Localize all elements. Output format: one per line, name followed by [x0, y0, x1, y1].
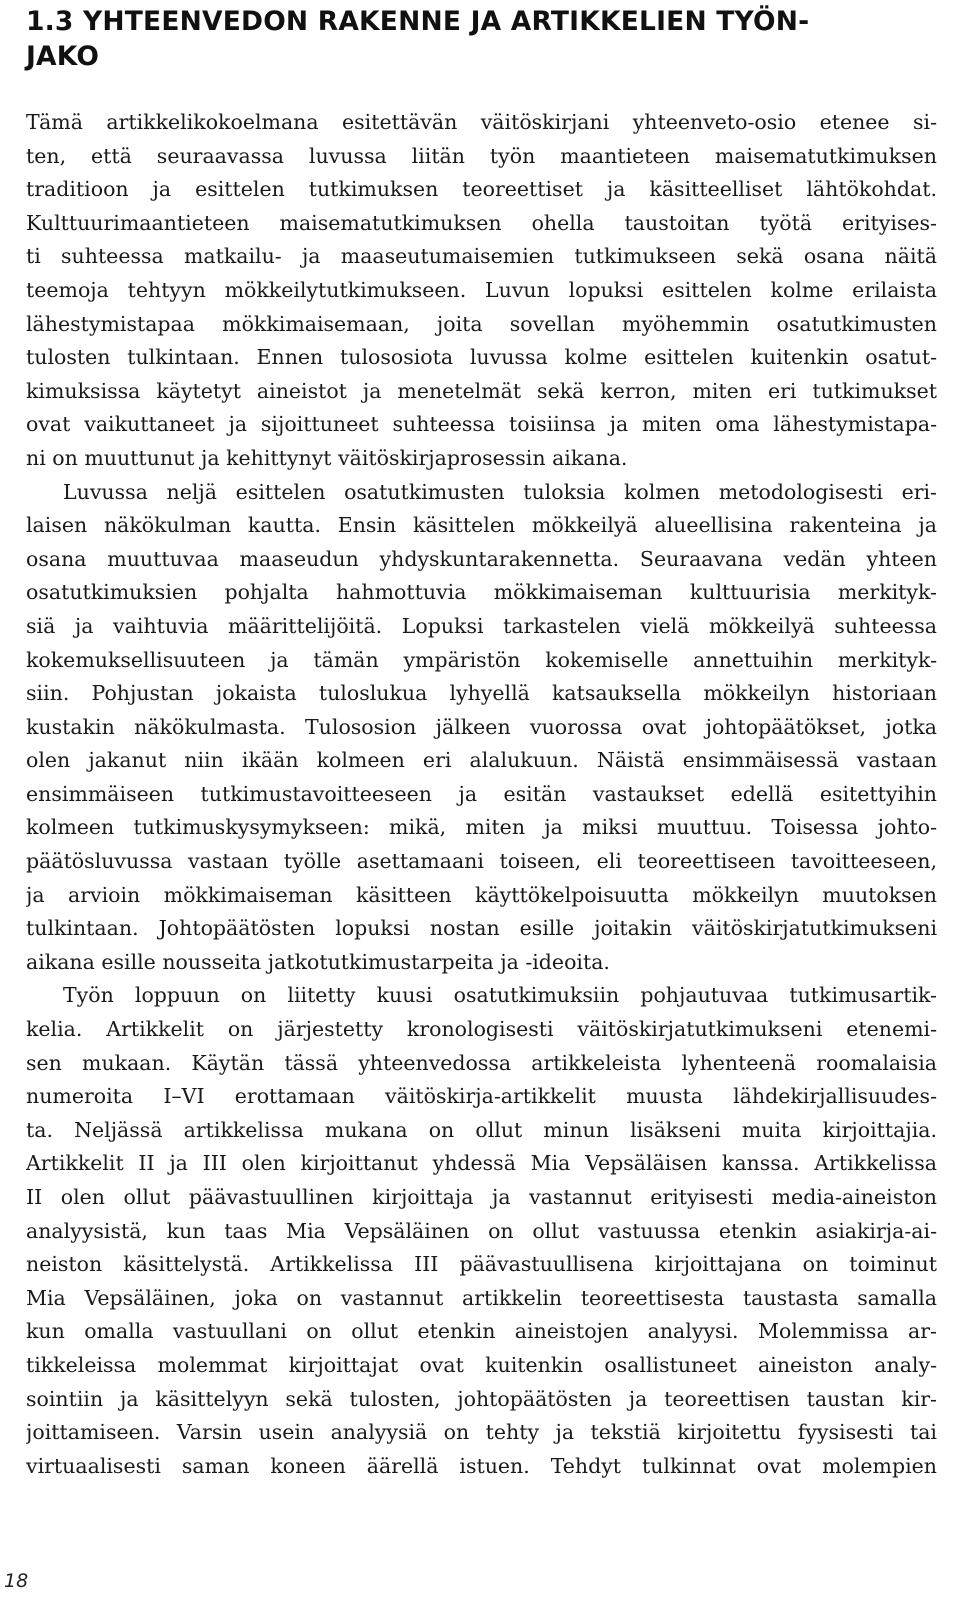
- text-line: ten, että seuraavassa luvussa liitän työn maantieteen maisematutkimuksen: [26, 143, 937, 168]
- text-line: sointiin ja käsittelyyn sekä tulosten, johtopäätösten ja teoreettisen taustan kir-: [26, 1386, 937, 1411]
- section-heading: [26, 4, 926, 74]
- text-line: neiston käsittelystä. Artikkelissa III päävastuullisena kirjoittajana on toiminut: [26, 1252, 937, 1277]
- text-line: päätösluvussa vastaan työlle asettamaani toiseen, eli teoreettiseen tavoitteeseen,: [26, 849, 937, 874]
- text-line: tulosten tulkintaan. Ennen tulososiota luvussa kolme esittelen kuitenkin osatut-: [26, 345, 937, 370]
- text-line: tulkintaan. Johtopäätösten lopuksi nostan esille joitakin väitöskirjatutkimukseni: [26, 916, 937, 941]
- text-line: ti suhteessa matkailu- ja maaseutumaisemien tutkimukseen sekä osana näitä: [26, 244, 937, 269]
- text-line: ta. Neljässä artikkelissa mukana on ollut minun lisäkseni muita kirjoittajia.: [26, 1117, 937, 1142]
- section-heading-line-2: JAKO: [26, 41, 100, 72]
- text-line: kimuksissa käytetyt aineistot ja menetelmät sekä kerron, miten eri tutkimukset: [26, 378, 937, 403]
- text-line: olen jakanut niin ikään kolmeen eri alalukuun. Näistä ensimmäisessä vastaan: [26, 748, 937, 773]
- paragraph-1: [26, 106, 937, 476]
- text-line: kelia. Artikkelit on järjestetty kronologisesti väitöskirjatutkimukseni etenemi-: [26, 1017, 937, 1042]
- text-line: ja arvioin mökkimaiseman käsitteen käyttökelpoisuutta mökkeilyn muutoksen: [26, 882, 937, 907]
- text-line: joittamiseen. Varsin usein analyysiä on tehty ja tekstiä kirjoitettu fyysisesti tai: [26, 1420, 937, 1445]
- text-line: siä ja vaihtuvia määrittelijöitä. Lopuksi tarkastelen vielä mökkeilyä suhteessa: [26, 613, 937, 638]
- text-line: Mia Vepsäläinen, joka on vastannut artikkelin teoreettisesta taustasta samalla: [26, 1285, 937, 1310]
- text-line: Artikkelit II ja III olen kirjoittanut yhdessä Mia Vepsäläisen kanssa. Artikkelissa: [26, 1151, 937, 1176]
- text-line: II olen ollut päävastuullinen kirjoittaja ja vastannut erityisesti media-aineiston: [26, 1185, 937, 1209]
- text-line: Kulttuurimaantieteen maisematutkimuksen ohella taustoitan työtä erityises-: [26, 210, 937, 235]
- text-line: analyysistä, kun taas Mia Vepsäläinen on ollut vastuussa etenkin asiakirja-ai-: [26, 1218, 937, 1243]
- text-line: osatutkimuksien pohjalta hahmottuvia mökkimaiseman kulttuurisia merkityk-: [26, 580, 937, 605]
- text-line: kolmeen tutkimuskysymykseen: mikä, miten ja miksi muuttuu. Toisessa johto-: [26, 815, 937, 840]
- section-heading-line-1: 1.3 YHTEENVEDON RAKENNE JA ARTIKKELIEN TYÖN-: [26, 6, 810, 37]
- text-line: numeroita I–VI erottamaan väitöskirja-artikkelit muusta lähdekirjallisuudes-: [26, 1084, 937, 1109]
- text-line: Työn loppuun on liitetty kuusi osatutkimuksiin pohjautuvaa tutkimusartik-: [63, 983, 937, 1008]
- text-line: ni on muuttunut ja kehittynyt väitöskirjaprosessin aikana.: [26, 445, 628, 470]
- text-line: tikkeleissa molemmat kirjoittajat ovat kuitenkin osallistuneet aineiston analy-: [26, 1352, 937, 1377]
- text-line: kokemuksellisuuteen ja tämän ympäristön kokemiselle annettuihin merkityk-: [26, 647, 937, 672]
- text-line: kun omalla vastuullani on ollut etenkin aineistojen analyysi. Molemmissa ar-: [26, 1319, 937, 1344]
- text-line: ovat vaikuttaneet ja sijoittuneet suhteessa toisiinsa ja miten oma lähestymistapa-: [26, 412, 937, 437]
- text-line: osana muuttuvaa maaseudun yhdyskuntarakennetta. Seuraavana vedän yhteen: [26, 546, 937, 571]
- text-line: laisen näkökulman kautta. Ensin käsittelen mökkeilyä alueellisina rakenteina ja: [26, 513, 937, 538]
- text-line: sen mukaan. Käytän tässä yhteenvedossa artikkeleista lyhenteenä roomalaisia: [26, 1050, 937, 1075]
- text-line: ensimmäiseen tutkimustavoitteeseen ja esitän vastaukset edellä esitettyihin: [26, 781, 937, 806]
- text-line: kustakin näkökulmasta. Tulososion jälkeen vuorossa ovat johtopäätökset, jotka: [26, 714, 937, 739]
- text-line: lähestymistapaa mökkimaisemaan, joita sovellan myöhemmin osatutkimusten: [26, 311, 937, 336]
- text-line: Luvussa neljä esittelen osatutkimusten tuloksia kolmen metodologisesti eri-: [63, 479, 937, 504]
- page-number: 18: [4, 1570, 29, 1592]
- text-line: Tämä artikkelikokoelmana esitettävän väitöskirjani yhteenveto-osio etenee si-: [26, 110, 937, 134]
- text-line: aikana esille nousseita jatkotutkimustarpeita ja -ideoita.: [26, 949, 610, 974]
- text-line: traditioon ja esittelen tutkimuksen teoreettiset ja käsitteelliset lähtökohdat.: [26, 177, 937, 202]
- text-line: siin. Pohjustan jokaista tuloslukua lyhyellä katsauksella mökkeilyn historiaan: [26, 681, 937, 706]
- text-line: virtuaalisesti saman koneen äärellä istuen. Tehdyt tulkinnat ovat molempien: [26, 1453, 937, 1478]
- paragraph-2: [26, 476, 937, 980]
- text-line: teemoja tehtyyn mökkeilytutkimukseen. Luvun lopuksi esittelen kolme erilaista: [26, 277, 937, 302]
- paragraph-3: [26, 979, 937, 1483]
- body-text: [26, 106, 937, 1483]
